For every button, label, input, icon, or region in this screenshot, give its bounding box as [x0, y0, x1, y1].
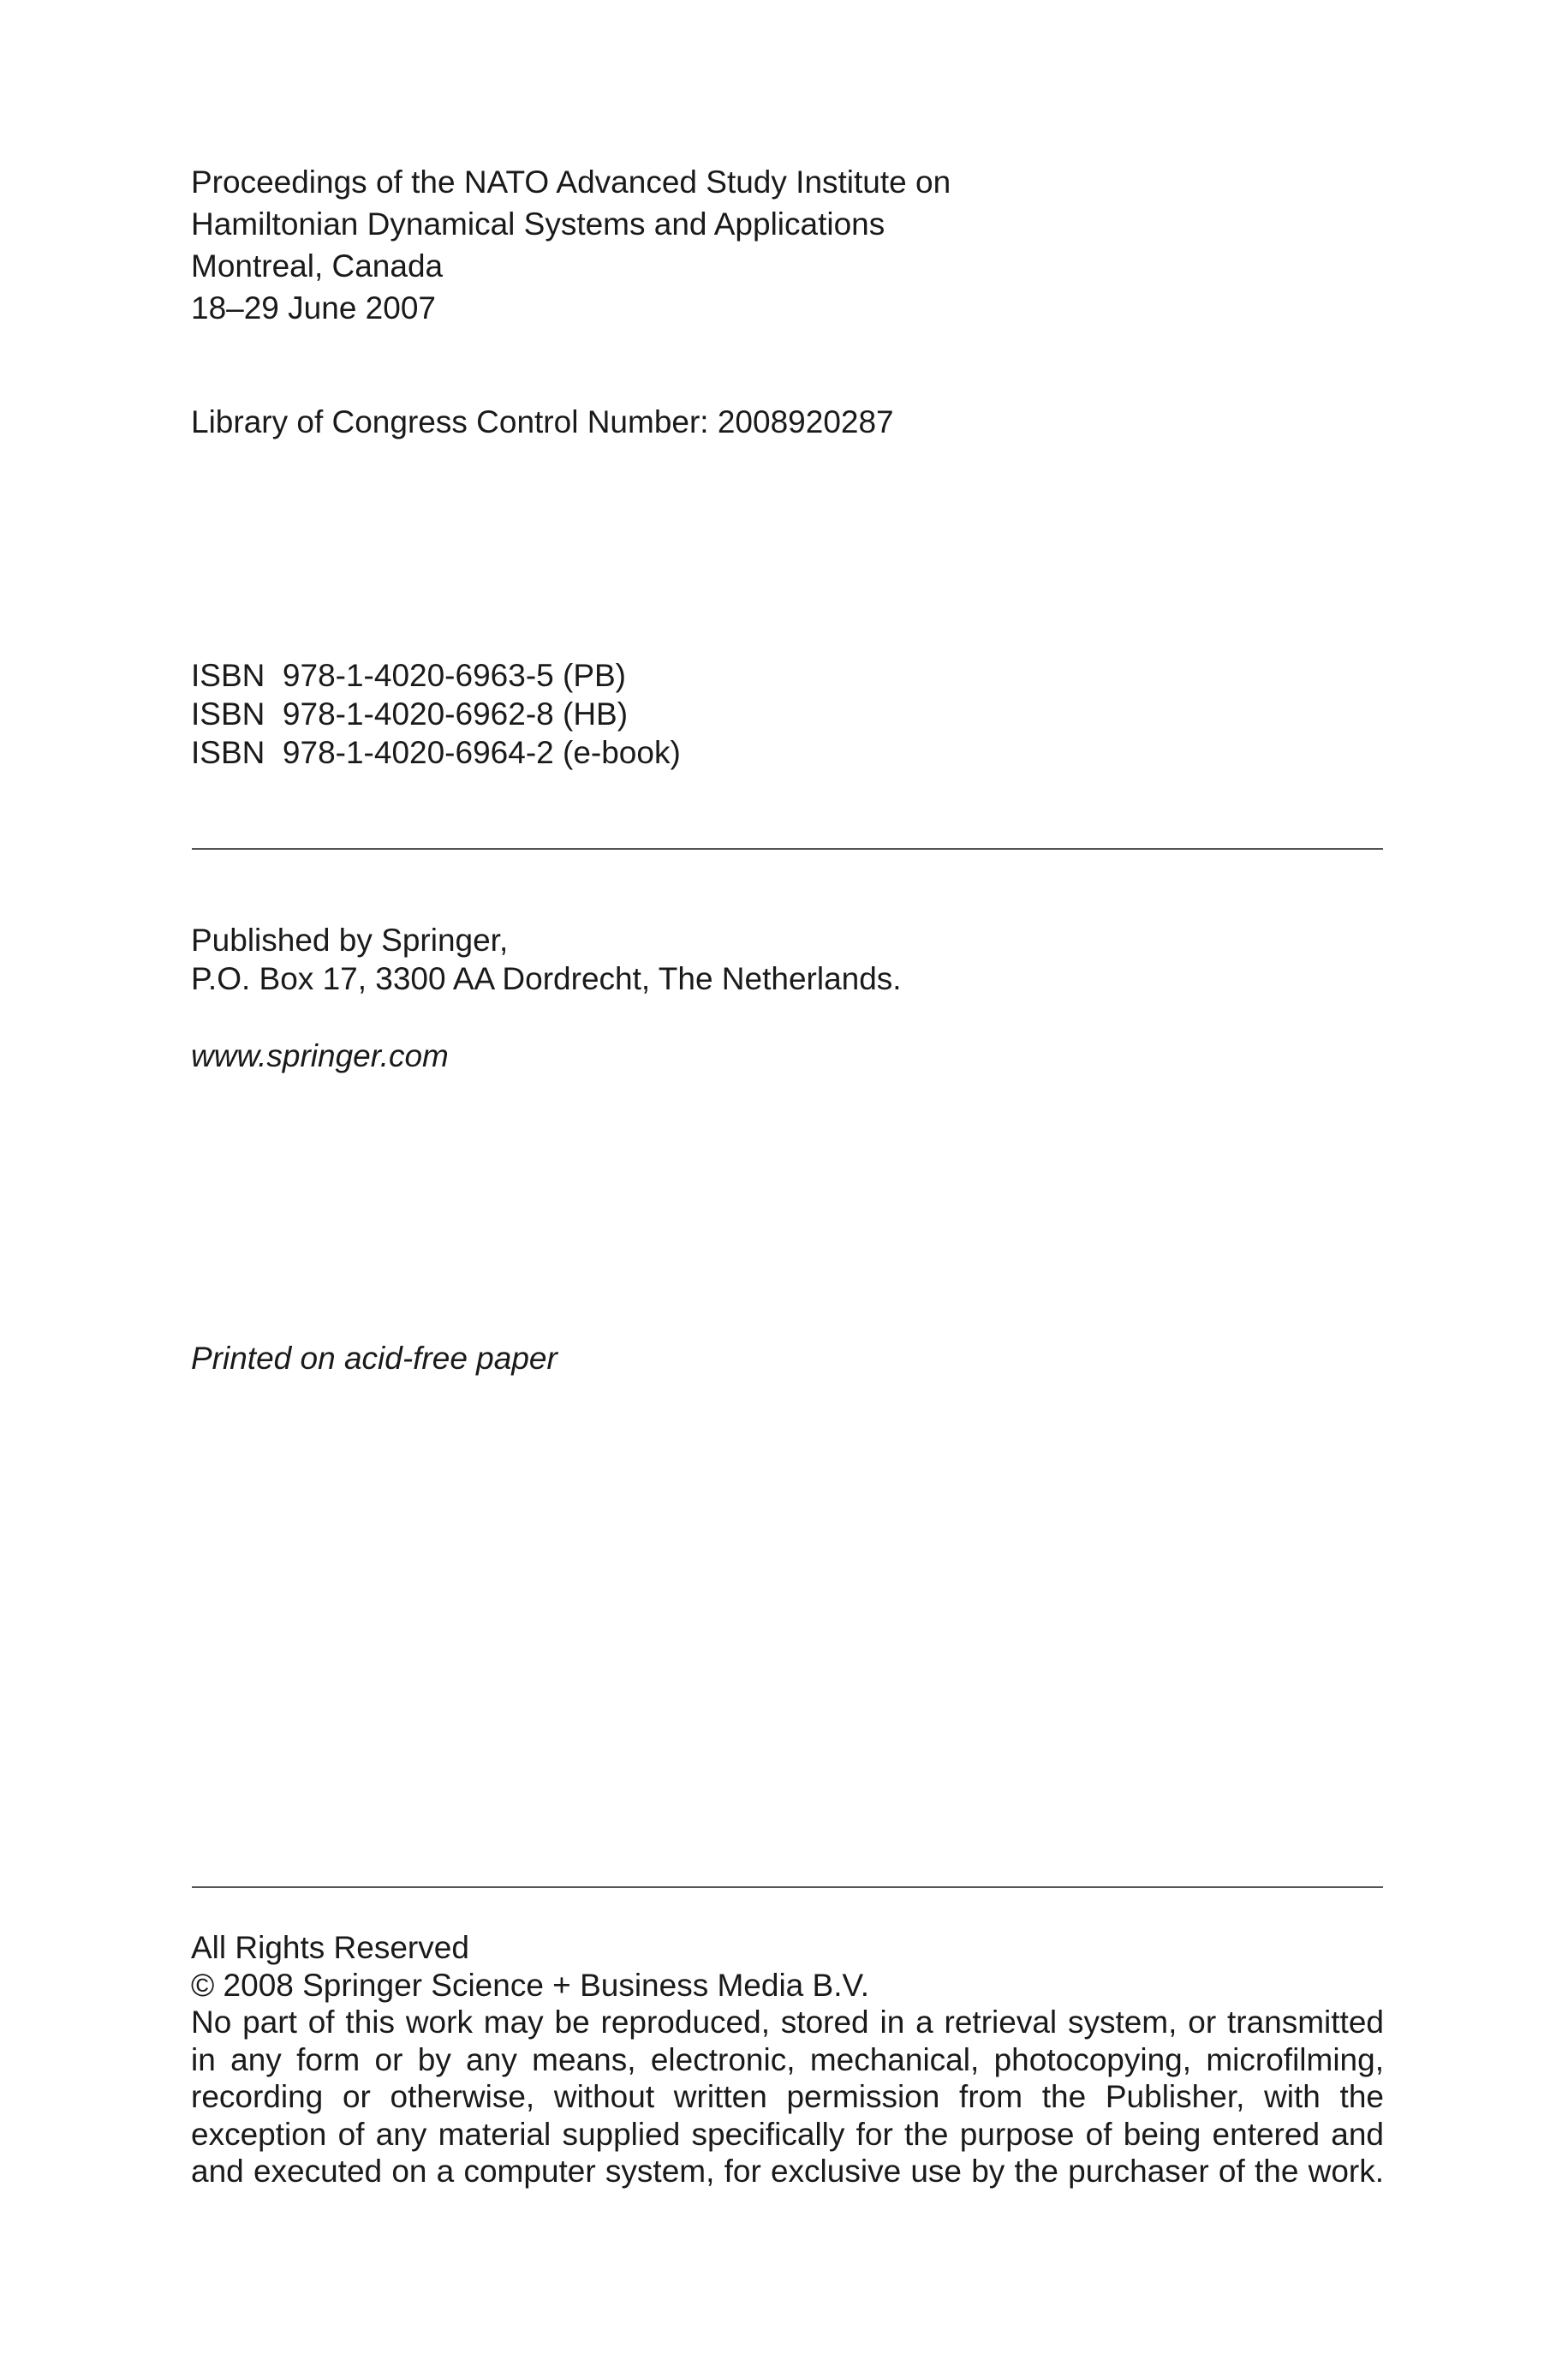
website-link: www.springer.com: [191, 1038, 449, 1073]
isbn-paperback: ISBN 978-1-4020-6963-5 (PB): [191, 658, 626, 693]
lccn-line: Library of Congress Control Number: 2008920287: [191, 404, 894, 439]
notice-line: in any form or by any means, electronic, mechanical, photocopying, microfilming,: [191, 2041, 1384, 2077]
rights-notice: [191, 1929, 1384, 2190]
lccn-info: [191, 401, 894, 443]
proceedings-title-line: Proceedings of the NATO Advanced Study Institute on: [191, 164, 951, 200]
notice-line: exception of any material supplied specifically for the purpose of being entered and: [191, 2116, 1384, 2152]
paper-note: [191, 1337, 557, 1379]
proceedings-dates: 18–29 June 2007: [191, 290, 436, 326]
proceedings-subject-line: Hamiltonian Dynamical Systems and Applications: [191, 206, 885, 242]
divider-top: [192, 848, 1383, 850]
publisher-name: Published by Springer,: [191, 923, 509, 958]
isbn-list: [191, 656, 681, 772]
proceedings-info: [191, 161, 951, 329]
notice-line: and executed on a computer system, for exclusive use by the purchaser of the work.: [191, 2154, 1384, 2189]
divider-bottom: [192, 1886, 1383, 1888]
notice-line: No part of this work may be reproduced, stored in a retrieval system, or transmitted: [191, 2005, 1384, 2040]
acid-free-paper-note: Printed on acid-free paper: [191, 1341, 557, 1376]
publisher-info: [191, 921, 902, 998]
proceedings-location: Montreal, Canada: [191, 248, 444, 284]
notice-line: recording or otherwise, without written permission from the Publisher, with the: [191, 2079, 1384, 2114]
publisher-website: [191, 1035, 449, 1077]
publisher-address: P.O. Box 17, 3300 AA Dordrecht, The Netherlands.: [191, 961, 902, 996]
copyright-line: © 2008 Springer Science + Business Media B.V.: [191, 1967, 870, 2003]
rights-reserved: All Rights Reserved: [191, 1930, 469, 1965]
isbn-hardback: ISBN 978-1-4020-6962-8 (HB): [191, 696, 629, 732]
isbn-ebook: ISBN 978-1-4020-6964-2 (e-book): [191, 735, 681, 770]
